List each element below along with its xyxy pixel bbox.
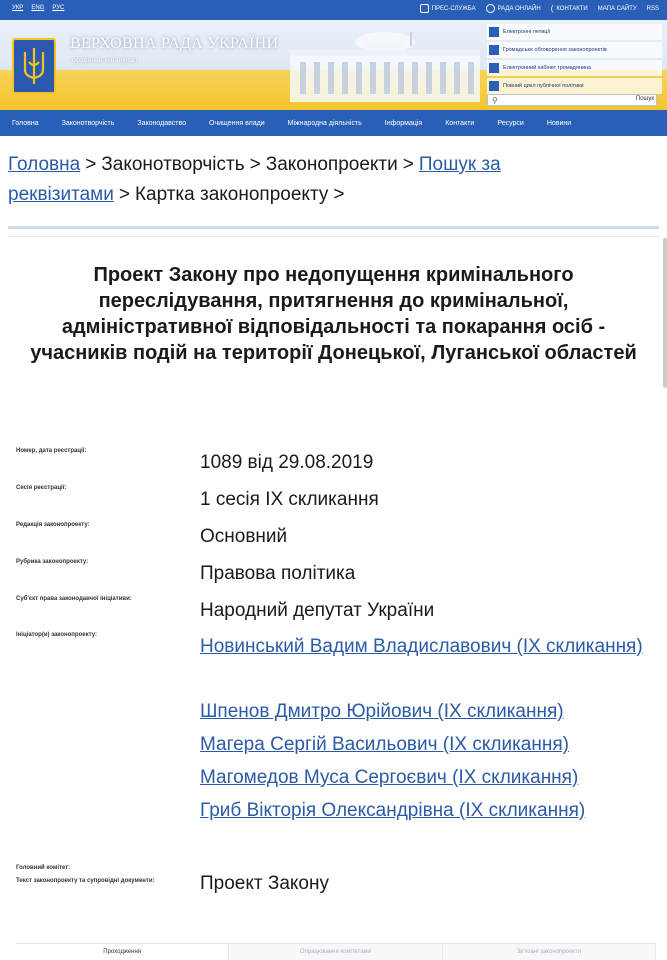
cabinet-icon [489,63,499,73]
reg-number-value: 1089 від 29.08.2019 [200,452,374,473]
site-title[interactable]: ВЕРХОВНА РАДА УКРАЇНИ [70,35,279,52]
site-subtitle: офіційний веб-портал [72,56,138,64]
breadcrumb-search-link[interactable]: Пошук за реквізитами [8,154,501,205]
utility-links [420,4,659,13]
initiator-link[interactable]: Магера Сергій Васильович (IX скликання) [200,734,569,755]
session-label: Сесія реєстрації: [16,485,67,491]
contacts-link[interactable]: ( КОНТАКТИ [550,4,588,13]
edition-value: Основний [200,526,288,547]
nav-item-resources[interactable]: Ресурси [497,119,524,127]
parliament-building-image [270,28,500,110]
search-icon: ⚲ [492,96,498,105]
tab-related-bills[interactable]: Зв'язані законопроекти [443,944,656,960]
rubric-value: Правова політика [200,563,356,584]
breadcrumb-separator: > [85,154,97,175]
bill-title: Проект Закону про недопущення кримінального переслідування, притягнення до кримінальної, адміністративної відповідальності та покарання осіб - учасників подій на території Донецької, Луганської областей [30,264,637,364]
trident-emblem-icon[interactable] [12,38,56,94]
breadcrumb-home-link[interactable]: Головна [8,154,81,175]
policy-icon [489,81,499,91]
discussion-icon [489,45,499,55]
press-service-link[interactable]: ПРЕС-СЛУЖБА [420,4,476,13]
trident-icon [19,44,49,88]
main-committee-label: Головний комітет: [16,865,71,871]
site-header-banner [0,20,667,110]
broadcast-icon [486,4,495,13]
nav-item-lawmaking[interactable]: Законотворчість [61,119,115,127]
divider [8,236,659,237]
quick-link-policy-cycle[interactable]: Повний цикл публічної політики [487,78,662,94]
breadcrumb-separator: > [333,184,345,205]
breadcrumb-separator: > [249,154,261,175]
bill-text-label: Текст законопроекту та супровідні документи: [16,878,155,884]
top-utility-bar [0,0,667,20]
search-button[interactable]: Пошук [635,96,654,102]
divider [8,226,659,229]
rss-link[interactable]: RSS [646,5,659,12]
breadcrumb [8,150,648,210]
reg-number-label: Номер, дата реєстрації: [16,448,87,454]
breadcrumb-separator: > [118,184,130,205]
tab-progress[interactable]: Проходження [16,944,229,960]
petition-icon [489,27,499,37]
breadcrumb-lawmaking: Законотворчість [101,154,245,175]
initiative-subject-label: Суб'єкт права законодавчої ініціативи: [16,596,132,602]
lang-rus-link[interactable]: РУС [52,5,65,11]
edition-label: Редакція законопроекту: [16,522,90,528]
nav-item-news[interactable]: Новини [546,119,572,127]
breadcrumb-bills: Законопроекти [265,154,398,175]
bill-tabs [16,943,656,960]
lang-eng-link[interactable]: ENG [31,5,45,11]
initiators-label: Ініціатор(и) законопроекту: [16,632,97,638]
quick-link-citizen-cabinet[interactable]: Електронний кабінет громадянина [487,60,662,76]
quick-link-public-discussion[interactable]: Громадське обговорення законопроектів [487,42,662,58]
scrollbar[interactable] [663,238,667,388]
session-value: 1 сесія IX скликання [200,489,379,510]
tab-committee-processing[interactable]: Опрацювання комітетами [229,944,442,960]
newspaper-icon [420,4,429,13]
main-nav [0,110,667,136]
breadcrumb-separator: > [402,154,414,175]
nav-item-information[interactable]: Інформація [384,119,423,127]
initiator-link[interactable]: Новинський Вадим Владиславович (IX скликання) [200,636,643,657]
initiator-link[interactable]: Гриб Вікторія Олександрівна (IX скликання) [200,800,586,821]
nav-item-contacts[interactable]: Контакти [445,119,475,127]
nav-item-lustration[interactable]: Очищення влади [209,119,265,127]
initiator-link[interactable]: Магомедов Муса Сергоєвич (IX скликання) [200,767,579,788]
nav-item-legislation[interactable]: Законодавство [137,119,187,127]
nav-item-international[interactable]: Міжнародна діяльність [287,119,362,127]
rada-online-link[interactable]: РАДА ОНЛАЙН [486,4,541,13]
rubric-label: Рубрика законопроекту: [16,559,89,565]
site-search-input[interactable] [487,94,657,106]
quick-links [487,24,662,96]
phone-icon: ( [550,4,554,13]
nav-item-home[interactable]: Головна [12,119,39,127]
quick-link-petitions[interactable]: Електронні петиції [487,24,662,40]
initiative-subject-value: Народний депутат України [200,600,435,621]
initiator-link[interactable]: Шпенов Дмитро Юрійович (IX скликання) [200,701,564,722]
bill-text-link[interactable]: Проект Закону [200,873,329,894]
language-switcher [12,5,64,11]
sitemap-link[interactable]: МАПА САЙТУ [597,5,637,12]
breadcrumb-card: Картка законопроекту [134,184,329,205]
lang-ukr-link[interactable]: УКР [12,5,24,11]
